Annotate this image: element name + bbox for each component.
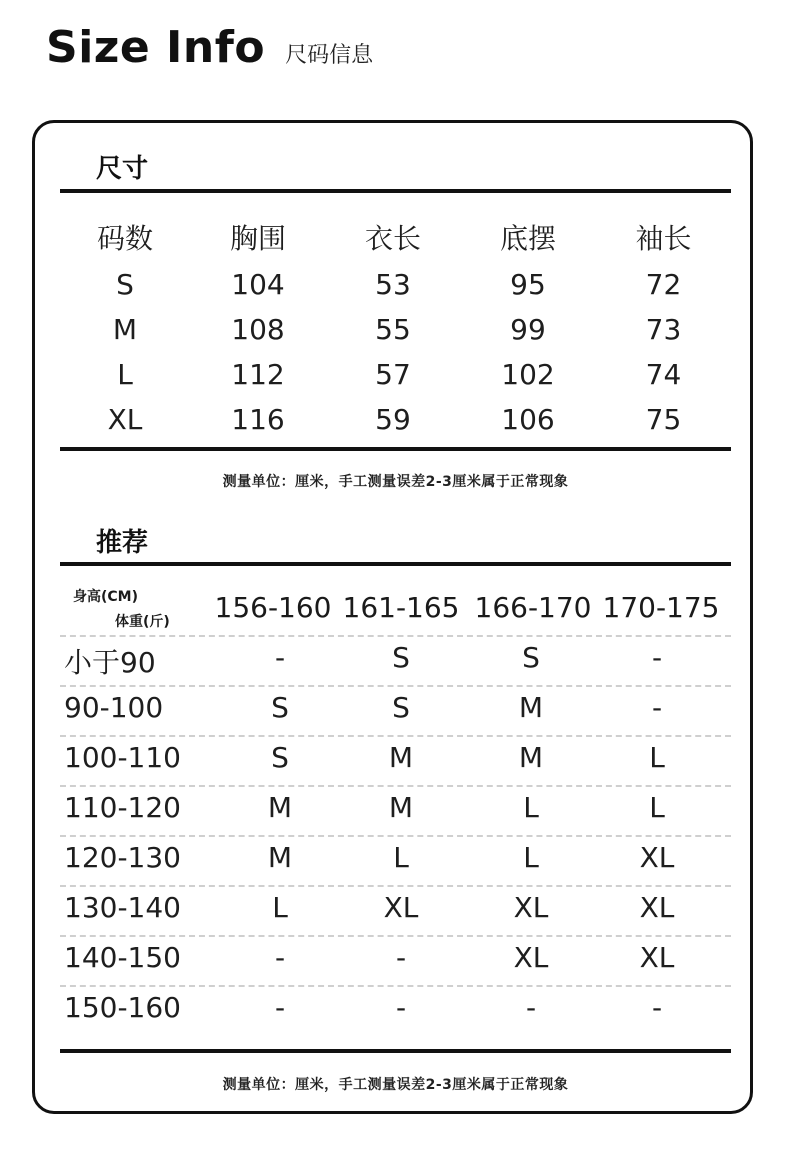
size-table-row <box>60 352 731 397</box>
page-title: Size Info <box>46 22 266 73</box>
size-cell: 106 <box>501 403 555 436</box>
measurement-note-bottom: 测量单位：厘米，手工测量误差2-3厘米属于正常现象 <box>222 1077 569 1093</box>
size-cell: 75 <box>645 403 682 436</box>
recommend-section-bottom-rule <box>60 1049 731 1053</box>
page-subtitle: 尺码信息 <box>285 43 374 68</box>
recommend-table-header <box>60 583 731 635</box>
weight-range: 120-130 <box>64 841 181 874</box>
size-cell: 95 <box>510 268 546 301</box>
size-table-row <box>60 397 731 442</box>
size-recommendation: M <box>267 791 293 824</box>
size-cell: 57 <box>375 358 411 391</box>
size-table-row <box>60 262 731 307</box>
size-recommendation: - <box>395 941 407 974</box>
recommend-row <box>60 935 731 985</box>
measurement-note: 测量单位：厘米，手工测量误差2-3厘米属于正常现象 <box>222 474 569 490</box>
size-recommendation: S <box>392 691 410 724</box>
size-cell: 73 <box>645 313 682 346</box>
weight-range: 150-160 <box>64 991 181 1024</box>
recommend-section-title: 推荐 <box>96 528 149 558</box>
size-table-row <box>60 307 731 352</box>
size-header-cell: 底摆 <box>499 222 556 255</box>
size-recommendation: XL <box>383 891 419 924</box>
size-header-cell: 胸围 <box>229 222 286 255</box>
size-cell: L <box>117 358 133 391</box>
size-recommendation: S <box>392 641 410 674</box>
size-section-bottom-rule <box>60 447 731 451</box>
size-recommendation: - <box>274 941 286 974</box>
size-recommendation: - <box>651 691 663 724</box>
recommend-row <box>60 885 731 935</box>
weight-range: 100-110 <box>64 741 181 774</box>
size-cell: 99 <box>510 313 546 346</box>
recommend-row <box>60 685 731 735</box>
size-recommendation: S <box>271 691 289 724</box>
recommend-section-top-rule <box>60 562 731 566</box>
height-axis-label: 身高(CM) <box>73 589 139 605</box>
size-recommendation: M <box>388 741 414 774</box>
size-header-cell: 袖长 <box>635 222 692 255</box>
size-recommendation: L <box>393 841 409 874</box>
size-recommendation: XL <box>639 941 675 974</box>
size-cell: 116 <box>231 403 285 436</box>
recommend-table <box>60 635 731 1035</box>
size-section-title: 尺寸 <box>96 154 149 184</box>
size-recommendation: S <box>271 741 289 774</box>
size-recommendation: - <box>274 991 286 1024</box>
size-recommendation: M <box>518 691 544 724</box>
size-recommendation: - <box>525 991 537 1024</box>
height-column-header: 161-165 <box>342 591 460 624</box>
size-section-top-rule <box>60 189 731 193</box>
size-cell: 55 <box>375 313 411 346</box>
size-header-cell: 码数 <box>96 222 153 255</box>
size-cell: 72 <box>645 268 682 301</box>
size-recommendation: XL <box>639 841 675 874</box>
size-cell: 102 <box>501 358 555 391</box>
size-header-cell: 衣长 <box>364 222 421 255</box>
size-cell: XL <box>107 403 143 436</box>
weight-range: 90-100 <box>64 691 164 724</box>
size-table <box>60 212 731 442</box>
recommend-row <box>60 735 731 785</box>
size-recommendation: L <box>649 791 665 824</box>
page-header <box>46 22 373 73</box>
recommend-row <box>60 785 731 835</box>
size-recommendation: M <box>518 741 544 774</box>
size-recommendation: L <box>649 741 665 774</box>
weight-range: 140-150 <box>64 941 181 974</box>
size-recommendation: L <box>523 841 539 874</box>
size-recommendation: - <box>395 991 407 1024</box>
recommend-row <box>60 835 731 885</box>
size-cell: 112 <box>231 358 285 391</box>
weight-range: 110-120 <box>64 791 181 824</box>
size-recommendation: L <box>523 791 539 824</box>
size-cell: 74 <box>645 358 682 391</box>
height-column-header: 170-175 <box>602 591 720 624</box>
size-recommendation: XL <box>639 891 675 924</box>
size-recommendation: - <box>651 991 663 1024</box>
size-cell: 108 <box>231 313 285 346</box>
size-recommendation: - <box>274 641 286 674</box>
height-column-header: 166-170 <box>474 591 592 624</box>
size-table-header <box>60 212 731 262</box>
size-cell: M <box>112 313 138 346</box>
size-recommendation: L <box>272 891 288 924</box>
weight-axis-label: 体重(斤) <box>115 614 170 630</box>
weight-range: 小于90 <box>64 646 156 679</box>
size-recommendation: - <box>651 641 663 674</box>
size-cell: 59 <box>375 403 411 436</box>
size-recommendation: S <box>522 641 540 674</box>
size-recommendation: M <box>388 791 414 824</box>
weight-range: 130-140 <box>64 891 181 924</box>
size-recommendation: XL <box>513 941 549 974</box>
size-cell: 104 <box>231 268 285 301</box>
recommend-row <box>60 985 731 1035</box>
height-column-header: 156-160 <box>214 591 332 624</box>
size-recommendation: XL <box>513 891 549 924</box>
size-cell: 53 <box>375 268 411 301</box>
size-recommendation: M <box>267 841 293 874</box>
size-cell: S <box>116 268 134 301</box>
recommend-row <box>60 635 731 685</box>
